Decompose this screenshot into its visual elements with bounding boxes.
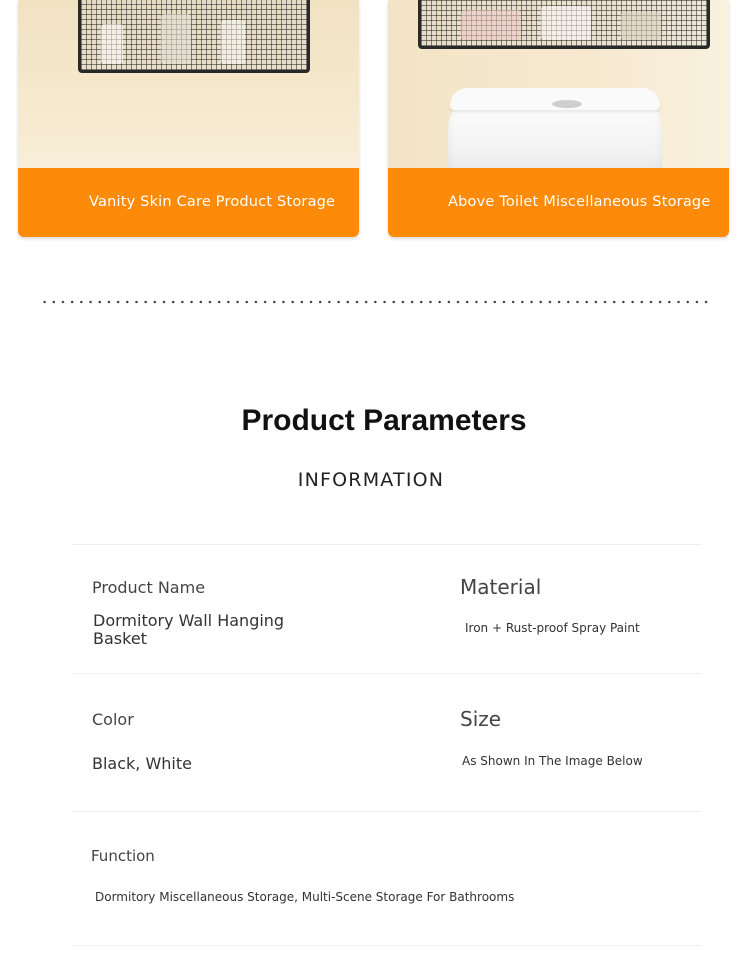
scene-card-toilet [388, 0, 729, 237]
table-divider [72, 544, 702, 545]
section-title: Product Parameters [241, 404, 527, 437]
table-divider [72, 811, 702, 812]
toilet-photo [388, 0, 729, 168]
param-value-function: Dormitory Miscellaneous Storage, Multi-Scene Storage For Bathrooms [95, 890, 515, 904]
param-label-color: Color [92, 710, 134, 729]
wire-basket-image [418, 0, 710, 49]
vanity-photo [18, 0, 359, 168]
section-subtitle: INFORMATION [297, 469, 445, 491]
param-label-product-name: Product Name [92, 578, 206, 597]
param-value-size: As Shown In The Image Below [462, 754, 643, 768]
table-divider [72, 673, 702, 674]
scene-label-toilet: Above Toilet Miscellaneous Storage [388, 168, 729, 237]
flush-button-image [552, 100, 582, 108]
param-label-function: Function [91, 847, 155, 865]
scene-label-vanity: Vanity Skin Care Product Storage [18, 168, 359, 237]
param-value-material: Iron + Rust-proof Spray Paint [465, 621, 640, 635]
param-label-material: Material [460, 575, 542, 599]
param-value-color: Black, White [92, 754, 192, 773]
wire-basket-image [78, 0, 310, 73]
scene-card-vanity [18, 0, 359, 237]
param-label-size: Size [460, 707, 502, 731]
table-divider [72, 945, 702, 946]
param-value-product-name: Dormitory Wall Hanging Basket [93, 611, 285, 648]
dotted-divider [40, 300, 712, 304]
